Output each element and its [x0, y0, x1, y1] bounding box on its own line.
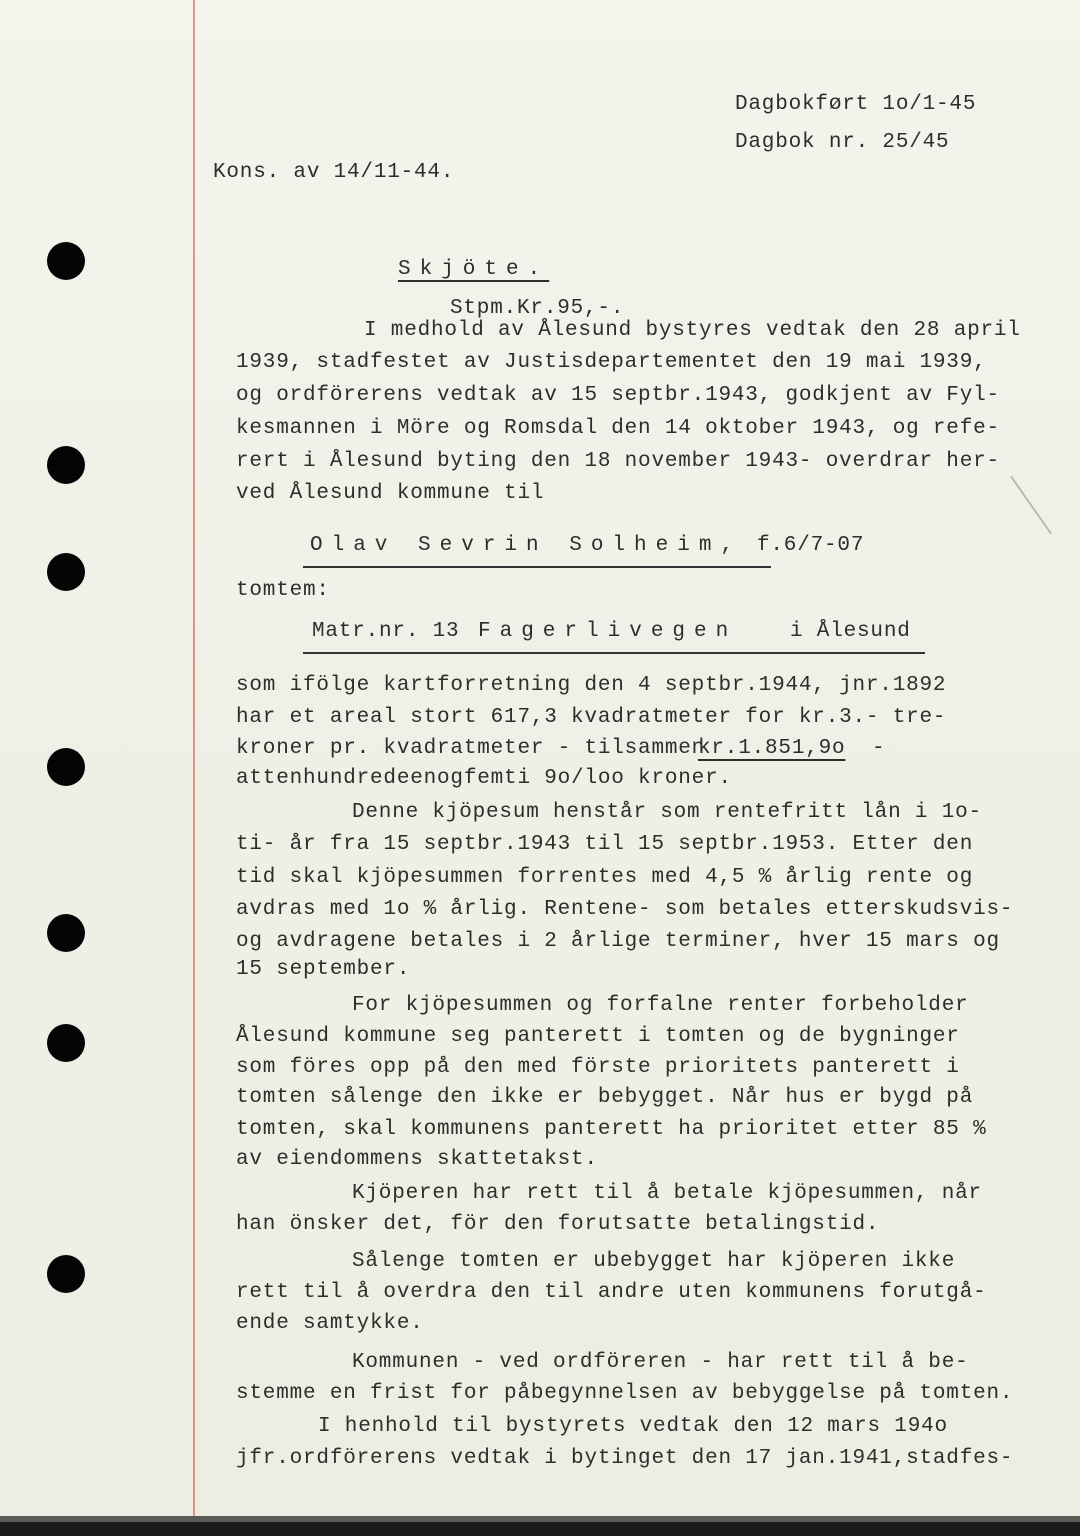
text-line: Sålenge tomten er ubebygget har kjöperen ikke	[352, 1250, 956, 1273]
punch-hole	[47, 242, 85, 280]
punch-hole	[47, 1024, 85, 1062]
property-place: i Ålesund	[790, 620, 911, 643]
text-line: ved Ålesund kommune til	[236, 482, 545, 505]
text-line: jfr.ordförerens vedtak i bytinget den 17 jan.1941,stadfes-	[236, 1447, 1014, 1470]
text-line: tomten, skal kommunens panterett ha prioritet etter 85 %	[236, 1118, 987, 1141]
punch-hole	[47, 553, 85, 591]
text-line: rett til å overdra den til andre uten kommunens forutgå-	[236, 1281, 987, 1304]
text-line: av eiendommens skattetakst.	[236, 1148, 598, 1171]
dagbok-number: Dagbok nr. 25/45	[735, 131, 950, 154]
text-line: ende samtykke.	[236, 1312, 424, 1335]
scan-bottom-edge	[0, 1516, 1080, 1536]
buyer-name: Olav Sevrin Solheim,	[310, 534, 743, 557]
kons-date: Kons. av 14/11-44.	[213, 161, 455, 184]
text-line: Ålesund kommune seg panterett i tomten og de bygninger	[236, 1025, 960, 1048]
tomten-label: tomtem:	[236, 579, 330, 602]
text-line: 1939, stadfestet av Justisdepartementet den 19 mai 1939,	[236, 351, 987, 374]
text-line: avdras med 1o % årlig. Rentene- som betales etterskudsvis-	[236, 898, 1014, 921]
pencil-mark	[1010, 476, 1052, 534]
text-line: I medhold av Ålesund bystyres vedtak den 28 april	[364, 319, 1021, 342]
punch-hole	[47, 446, 85, 484]
punch-hole	[47, 748, 85, 786]
text-line: Kommunen - ved ordföreren - har rett til å be-	[352, 1351, 969, 1374]
property-street: Fagerlivegen	[478, 620, 738, 643]
buyer-underline	[303, 566, 771, 568]
punch-hole	[47, 1255, 85, 1293]
punch-hole	[47, 914, 85, 952]
text-line: tid skal kjöpesummen forrentes med 4,5 % årlig rente og	[236, 866, 974, 889]
text-line: I henhold til bystyrets vedtak den 12 mars 194o	[318, 1415, 948, 1438]
property-matr: Matr.nr. 13	[312, 620, 460, 643]
text-dash: -	[872, 737, 886, 760]
text-line: tomten sålenge den ikke er bebygget. Når hus er bygd på	[236, 1086, 974, 1109]
text-line: han önsker det, för den forutsatte betalingstid.	[236, 1213, 880, 1236]
property-underline	[303, 652, 925, 654]
stamp-fee: Stpm.Kr.95,-.	[450, 297, 625, 320]
text-line: kesmannen i Möre og Romsdal den 14 oktober 1943, og refe-	[236, 417, 1000, 440]
text-line: stemme en frist for påbegynnelsen av bebyggelse på tomten.	[236, 1382, 1014, 1405]
dagbokfort-line: Dagbokført 1o/1-45	[735, 93, 977, 116]
text-line: har et areal stort 617,3 kvadratmeter for kr.3.- tre-	[236, 706, 947, 729]
text-line: kroner pr. kvadratmeter - tilsammen	[236, 737, 706, 760]
purchase-amount: kr.1.851,9o	[698, 737, 846, 760]
buyer-birthdate: f.6/7-07	[757, 534, 865, 557]
text-line: rert i Ålesund byting den 18 november 1943- overdrar her-	[236, 450, 1000, 473]
document-title: Skjöte.	[398, 258, 550, 281]
text-line: som föres opp på den med förste prioritets panterett i	[236, 1056, 960, 1079]
text-line: Kjöperen har rett til å betale kjöpesummen, når	[352, 1182, 982, 1205]
text-line: og ordförerens vedtak av 15 septbr.1943, godkjent av Fyl-	[236, 384, 1000, 407]
text-line: som ifölge kartforretning den 4 septbr.1944, jnr.1892	[236, 674, 947, 697]
text-line: Denne kjöpesum henstår som rentefritt lån i 1o-	[352, 801, 982, 824]
margin-rule	[193, 0, 195, 1536]
text-line: attenhundredeenogfemti 9o/loo kroner.	[236, 767, 732, 790]
text-line: og avdragene betales i 2 årlige terminer, hver 15 mars og	[236, 930, 1000, 953]
text-line: 15 september.	[236, 958, 411, 981]
text-line: ti- år fra 15 septbr.1943 til 15 septbr.1953. Etter den	[236, 833, 974, 856]
text-line: For kjöpesummen og forfalne renter forbeholder	[352, 994, 969, 1017]
